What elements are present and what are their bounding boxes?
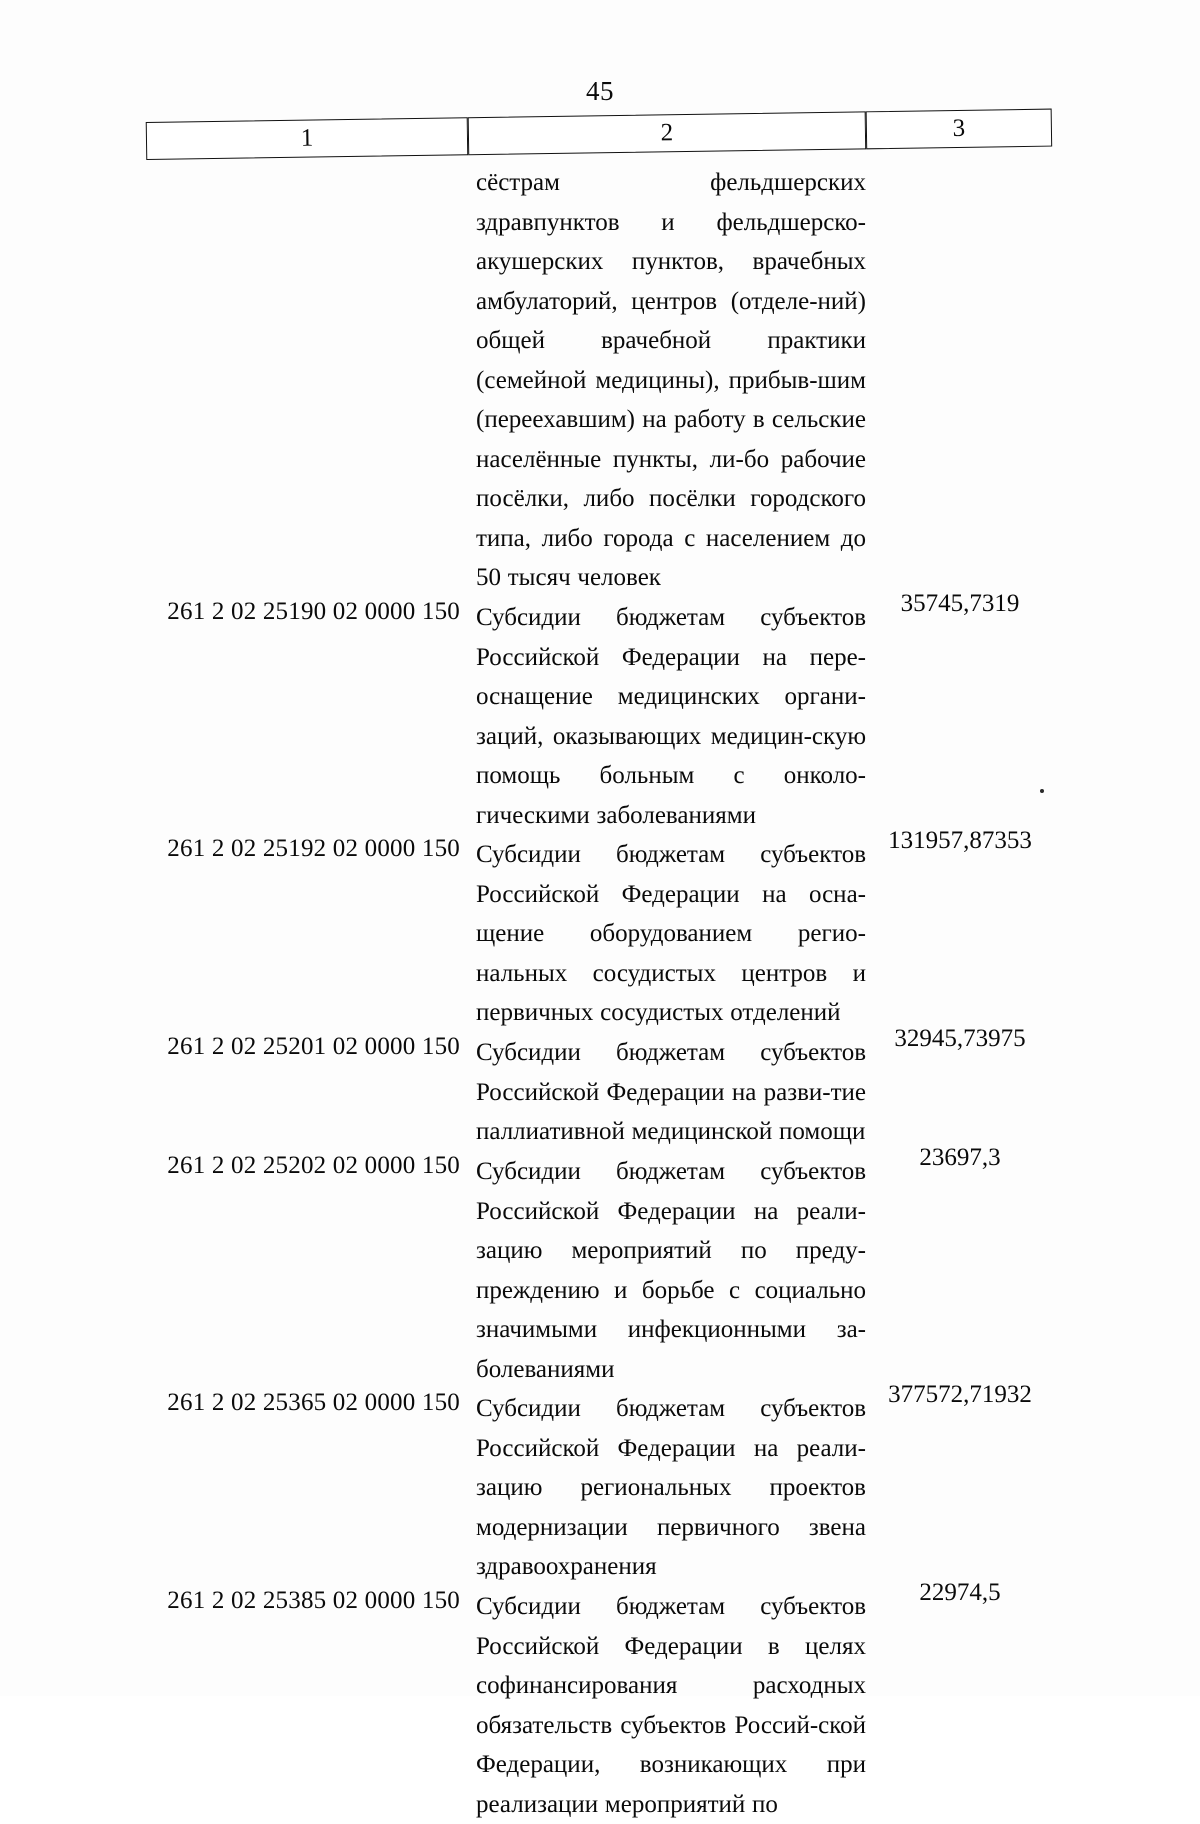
row-description: Субсидии бюджетам субъектов Российской Федерации на осна-щение оборудованием регио-нальных сосудистых центров и первичных сосудистых отделений [476,841,866,1026]
table-row [146,1381,1052,1587]
column-header-3-label: 3 [952,114,966,143]
table-header-row [146,109,1052,160]
table-row-continuation [146,163,1052,598]
column-header-2 [468,111,867,155]
table-row [146,827,1052,1033]
scan-speck [1040,789,1044,793]
table-row [146,590,1052,835]
continuation-description: сёстрам фельдшерских здравпунктов и фельдшерско-акушерских пунктов, врачебных амбулаторий, центров (отделе-ний) общей врачебной практики (семейной медицины), прибыв-шим (переехавшим) на работу в сельские населённые пункты, ли-бо рабочие посёлки, либо посёлки городского типа, либо города с населением до 50 тысяч человек [476,169,866,591]
table-body [146,163,1052,1824]
row-description: Субсидии бюджетам субъектов Российской Федерации на реали-зацию мероприятий по преду-преждению и борьбе с социально значимыми инфекционными за-болеваниями [476,1158,866,1383]
row-description: Субсидии бюджетам субъектов Российской Федерации в целях софинансирования расходных обязательств субъектов Россий-ской Федерации, возникающих при реализации мероприятий по [476,1593,866,1818]
row-value: 377572,71932 [888,1381,1032,1408]
page-number: 45 [586,76,614,106]
row-code: 261 2 02 25201 02 0000 150 [167,1033,460,1060]
row-description: Субсидии бюджетам субъектов Российской Федерации на пере-оснащение медицинских органи-заций, оказывающих медицин-скую помощь больным с онколо-гическими заболеваниями [476,604,866,829]
row-value: 131957,87353 [888,827,1032,854]
row-code: 261 2 02 25385 02 0000 150 [167,1587,460,1614]
row-code: 261 2 02 25190 02 0000 150 [167,598,460,625]
column-header-2-label: 2 [660,119,674,147]
table-row [146,1579,1052,1824]
row-code: 261 2 02 25365 02 0000 150 [167,1389,460,1416]
row-value: 35745,7319 [900,590,1020,617]
row-value: 23697,3 [919,1144,1001,1171]
row-description: Субсидии бюджетам субъектов Российской Федерации на разви-тие паллиативной медицинской помощи [476,1039,866,1145]
row-value: 22974,5 [919,1579,1001,1606]
row-code: 261 2 02 25192 02 0000 150 [167,835,460,862]
column-header-1 [146,117,469,160]
column-header-3 [866,109,1053,150]
column-header-1-label: 1 [300,124,314,152]
row-code: 261 2 02 25202 02 0000 150 [167,1152,460,1179]
row-description: Субсидии бюджетам субъектов Российской Федерации на реали-зацию региональных проектов модернизации первичного звена здравоохранения [476,1395,866,1580]
row-value: 32945,73975 [894,1025,1026,1052]
table-row [146,1144,1052,1389]
table-row [146,1025,1052,1152]
